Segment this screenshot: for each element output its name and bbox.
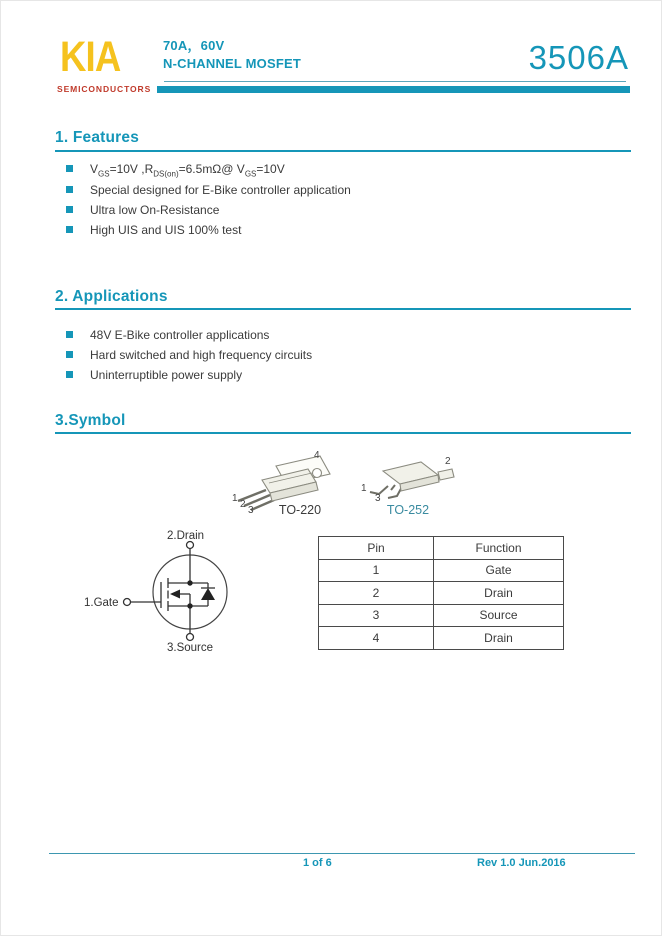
pin-cell: 4: [319, 627, 434, 650]
bullet-square-icon: [66, 226, 73, 233]
bullet-square-icon: [66, 331, 73, 338]
section-title-symbol: 3.Symbol: [55, 412, 126, 429]
pin-cell: 2: [319, 582, 434, 605]
application-text: Hard switched and high frequency circuits: [90, 348, 313, 362]
pin-cell: 1: [319, 559, 434, 582]
brand-tagline: SEMICONDUCTORS: [57, 84, 152, 94]
feature-text: Ultra low On-Resistance: [90, 203, 220, 217]
pin-number-label: 3: [375, 493, 381, 504]
table-row: [319, 582, 564, 605]
bullet-square-icon: [66, 165, 73, 172]
revision-label: Rev 1.0 Jun.2016: [477, 857, 566, 869]
table-header-row: [319, 537, 564, 560]
applications-rule: [55, 308, 631, 310]
function-cell: Gate: [434, 559, 564, 582]
pin-number-label: 2: [445, 456, 451, 467]
function-cell: Drain: [434, 582, 564, 605]
part-number: 3506A: [528, 39, 629, 76]
page-number: 1 of 6: [303, 857, 332, 869]
feature-item: [66, 183, 351, 197]
application-item: [66, 328, 269, 342]
kia-logo: KIA: [60, 33, 121, 81]
pin-cell: 3: [319, 604, 434, 627]
package-label-to220: TO-220: [278, 503, 322, 517]
table-row: [319, 627, 564, 650]
bullet-square-icon: [66, 206, 73, 213]
package-label-to252: TO-252: [386, 503, 430, 517]
mosfet-symbol-lines: [124, 542, 228, 641]
pin-function-table: [318, 536, 564, 650]
feature-text: High UIS and UIS 100% test: [90, 223, 242, 237]
pin-number-label: 3: [248, 505, 254, 514]
pin-number-label: 2: [240, 499, 246, 510]
drain-terminal-label: 2.Drain: [167, 530, 205, 542]
table-row: [319, 604, 564, 627]
device-rating: 70A，60V: [163, 38, 225, 53]
function-cell: Drain: [434, 627, 564, 650]
header-rule-thin: [164, 81, 626, 82]
bullet-square-icon: [66, 351, 73, 358]
table-row: [319, 559, 564, 582]
feature-item: [66, 162, 285, 179]
section-title-features: 1. Features: [55, 129, 140, 146]
to220-body: [262, 456, 330, 501]
feature-text: Special designed for E-Bike controller application: [90, 183, 351, 197]
application-text: 48V E-Bike controller applications: [90, 328, 270, 342]
feature-item: [66, 223, 241, 237]
header-rule-thick: [157, 86, 630, 93]
feature-text: $V_{GS}=10V$ $,R_{DS(on)}=6.5m\Omega@$ $V_{GS}=10V$: [90, 162, 285, 179]
application-text: Uninterruptible power supply: [90, 368, 243, 382]
device-spec-block: [163, 37, 301, 73]
application-item: [66, 368, 242, 382]
pin-number-label: 1: [232, 493, 238, 504]
function-cell: Source: [434, 604, 564, 627]
footer-rule: [49, 853, 635, 854]
table-header-pin: Pin: [319, 537, 434, 560]
pin-number-label: 1: [361, 483, 367, 494]
features-rule: [55, 150, 631, 152]
symbol-rule: [55, 432, 631, 434]
device-type: N-CHANNEL MOSFET: [163, 56, 302, 71]
bullet-square-icon: [66, 186, 73, 193]
mosfet-symbol-figure: [72, 518, 312, 668]
table-header-function: Function: [434, 537, 564, 560]
source-terminal-label: 3.Source: [167, 642, 214, 654]
gate-terminal-label: 1.Gate: [84, 597, 119, 609]
pin-number-label: 4: [314, 450, 320, 461]
feature-item: [66, 203, 219, 217]
application-item: [66, 348, 312, 362]
section-title-applications: 2. Applications: [55, 288, 168, 305]
bullet-square-icon: [66, 371, 73, 378]
